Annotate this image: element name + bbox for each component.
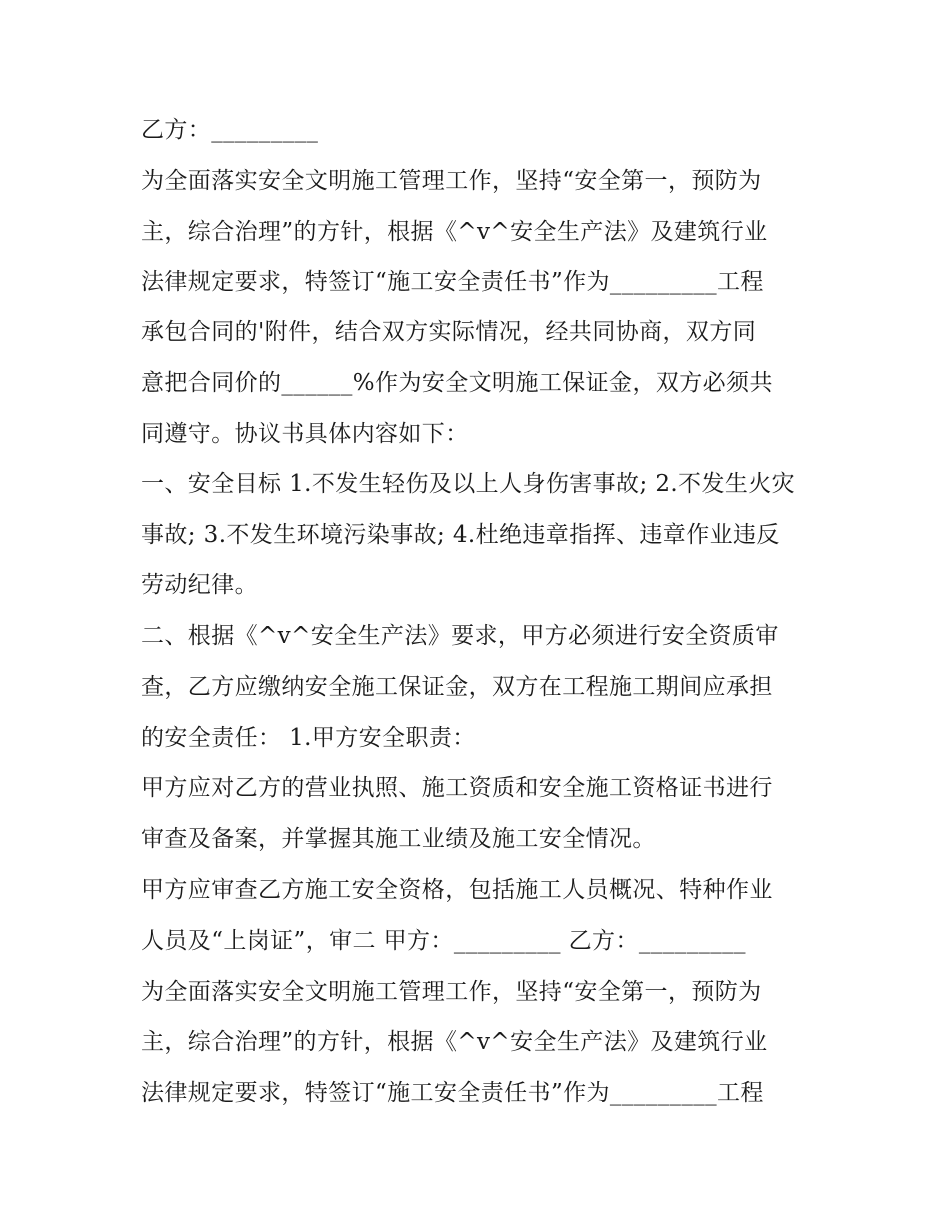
text-line: 二、根据《^v^安全生产法》要求，甲方必须进行安全资质审 <box>141 623 779 649</box>
text-line: 人员及“上岗证”，审二 甲方：_________ 乙方：_________ <box>141 928 746 954</box>
text-line: 主，综合治理”的方针，根据《^v^安全生产法》及建筑行业 <box>141 1029 768 1055</box>
text-line: 乙方：_________ <box>141 117 319 143</box>
text-line: 意把合同价的______%作为安全文明施工保证金，双方必须共 <box>141 370 773 396</box>
text-line: 甲方应审查乙方施工安全资格，包括施工人员概况、特种作业 <box>141 877 773 903</box>
text-line: 法律规定要求，特签订“施工安全责任书”作为_________工程 <box>141 269 764 295</box>
text-line: 审查及备案，并掌握其施工业绩及施工安全情况。 <box>141 826 656 852</box>
text-line: 为全面落实安全文明施工管理工作，坚持“安全第一，预防为 <box>141 979 762 1005</box>
text-line: 的安全责任： 1.甲方安全职责： <box>141 725 476 751</box>
text-line: 为全面落实安全文明施工管理工作，坚持“安全第一，预防为 <box>141 168 762 194</box>
text-line: 事故; 3.不发生环境污染事故; 4.杜绝违章指挥、违章作业违反 <box>141 522 780 548</box>
text-line: 同遵守。协议书具体内容如下： <box>141 421 469 447</box>
text-line: 主，综合治理”的方针，根据《^v^安全生产法》及建筑行业 <box>141 219 768 245</box>
text-line: 一、安全目标 1.不发生轻伤及以上人身伤害事故; 2.不发生火灾 <box>141 471 796 497</box>
text-line: 法律规定要求，特签订“施工安全责任书”作为_________工程 <box>141 1080 764 1106</box>
text-line: 甲方应对乙方的营业执照、施工资质和安全施工资格证书进行 <box>141 775 773 801</box>
text-line: 承包合同的'附件，结合双方实际情况，经共同协商，双方同 <box>141 319 757 345</box>
text-line: 查，乙方应缴纳安全施工保证金，双方在工程施工期间应承担 <box>141 674 773 700</box>
text-line: 劳动纪律。 <box>141 572 258 598</box>
